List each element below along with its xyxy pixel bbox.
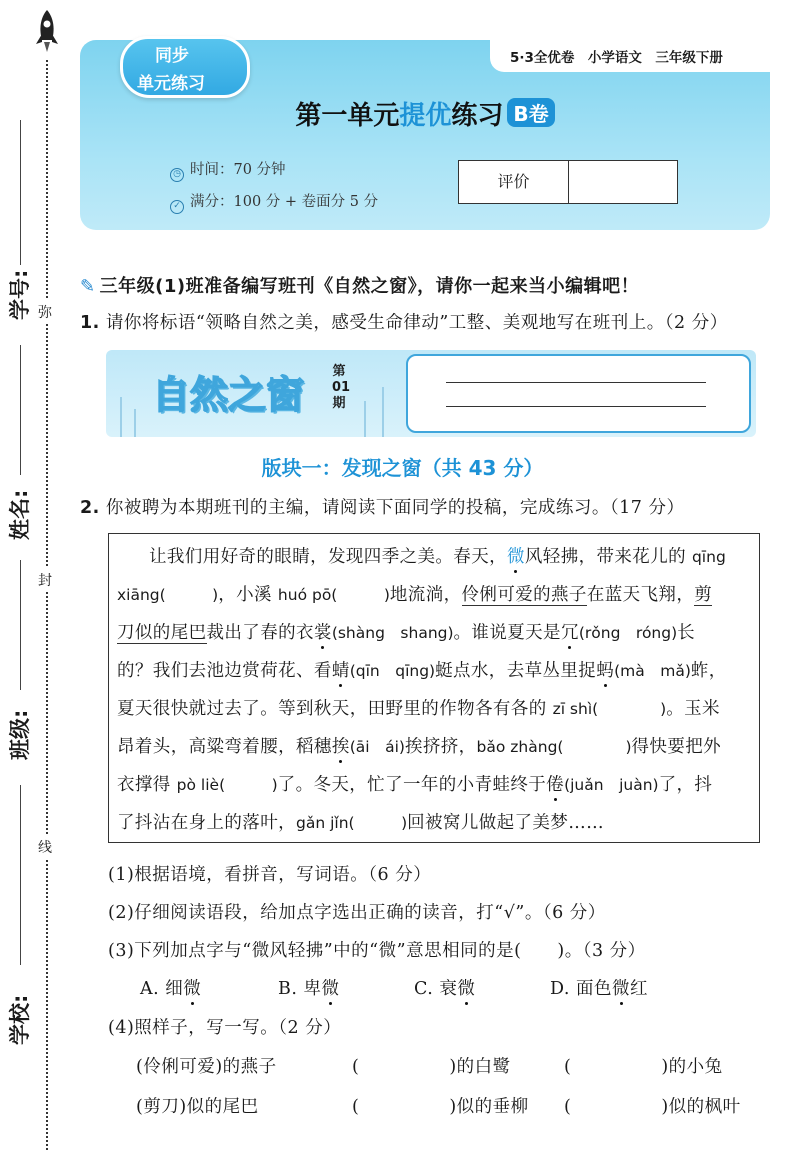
question-number: 2.: [80, 498, 100, 518]
intro: [80, 272, 639, 298]
example-row-1-item-3[interactable]: ( )的小兔: [564, 1057, 723, 1077]
tree-decoration: [120, 397, 122, 437]
check-icon: ✓: [170, 200, 184, 214]
question-1: [80, 309, 728, 334]
magazine-banner: [106, 350, 756, 437]
option-a[interactable]: A. 细微: [140, 979, 202, 999]
cut-mark: 线: [38, 835, 52, 859]
title-tag: B卷: [507, 98, 554, 127]
question-text: 你被聘为本期班刊的主编，请阅读下面同学的投稿，完成练习。（17 分）: [105, 498, 685, 518]
field-line: [20, 120, 21, 265]
rocket-icon: [34, 8, 60, 54]
tree-decoration: [134, 409, 136, 437]
clock-icon: ◷: [170, 168, 184, 182]
tree-decoration: [382, 387, 384, 437]
passage-box: [108, 533, 760, 843]
example-row-2-item-2[interactable]: ( )似的垂柳: [352, 1097, 529, 1117]
unit-badge: [120, 36, 250, 98]
example-row-2-item-3[interactable]: ( )似的枫叶: [564, 1097, 741, 1117]
badge-line1: 同步: [155, 46, 189, 66]
badge-line2: 单元练习: [137, 74, 205, 94]
field-school: 学校:: [8, 994, 32, 1045]
series-label: 5·3全优卷 小学语文 三年级下册: [510, 50, 723, 66]
passage-line: 了抖沾在身上的落叶，gǎn jǐn( )回被窝儿做起了美梦……: [117, 813, 605, 833]
question-text: 请你将标语“领略自然之美，感受生命律动”工整、美观地写在班刊上。（2 分）: [105, 313, 728, 333]
passage-line: xiāng( )，小溪 huó pō( )地流淌，伶俐可爱的燕子在蓝天飞翔，剪: [117, 585, 713, 605]
example-row-1-item-1: (伶俐可爱)的燕子: [136, 1057, 277, 1077]
passage-line: 让我们用好奇的眼睛，发现四季之美。春天，微风轻拂，带来花儿的 qīng: [149, 547, 726, 567]
field-student-id: 学号:: [8, 269, 32, 320]
writing-area[interactable]: [406, 354, 751, 433]
cut-mark: 弥: [38, 300, 52, 324]
title-part: 第一单元: [295, 101, 400, 131]
banner-issue: [332, 364, 351, 412]
evaluation-field[interactable]: [569, 161, 677, 203]
field-line: [20, 560, 21, 690]
example-row-2-item-1: (剪刀)似的尾巴: [136, 1097, 259, 1117]
sub-question-3: (3)下列加点字与“微风轻拂”中的“微”意思相同的是( )。（3 分）: [108, 941, 646, 961]
evaluation-box: [458, 160, 678, 204]
section-title: 版块一：发现之窗（共 43 分）: [261, 456, 544, 480]
header-band: [80, 40, 770, 230]
time-info: [170, 158, 286, 182]
cut-mark: 封: [38, 568, 52, 592]
issue-char: 01: [332, 380, 351, 395]
pencil-icon: ✎: [80, 276, 96, 297]
page-title: [80, 95, 770, 132]
field-line: [20, 785, 21, 965]
option-c[interactable]: C. 衰微: [414, 979, 476, 999]
passage-line: 昂着头，高粱弯着腰，稻穗挨(āi ái)挨挤挤，bǎo zhàng( )得快要把外: [117, 737, 722, 757]
evaluation-label: 评价: [459, 161, 569, 203]
passage-line: 夏天很快就过去了。等到秋天，田野里的作物各有各的 zī shì( )。玉米: [117, 699, 720, 719]
title-part: 练习: [451, 101, 504, 131]
writing-line: [446, 382, 706, 383]
question-2: [80, 494, 685, 519]
passage-line: 衣撑得 pò liè( )了。冬天，忙了一年的小青蛙终于倦(juǎn juàn)了，抖: [117, 775, 713, 795]
score-info: [170, 190, 378, 214]
banner-title: 自然之窗: [152, 373, 305, 417]
binding-margin: [0, 0, 70, 1161]
passage-line: 的？我们去池边赏荷花、看蜻(qīn qīng)蜓点水，去草丛里捉蚂(mà mǎ)蚱，: [117, 661, 727, 681]
question-number: 1.: [80, 313, 100, 333]
issue-char: 期: [332, 396, 346, 411]
issue-char: 第: [332, 364, 346, 379]
example-row-1-item-2[interactable]: ( )的白鹭: [352, 1057, 511, 1077]
writing-line: [446, 406, 706, 407]
cut-line: [46, 60, 48, 1150]
field-class: 班级:: [8, 709, 32, 760]
sub-question-1: (1)根据语境，看拼音，写词语。（6 分）: [108, 865, 432, 885]
sub-question-4: (4)照样子，写一写。（2 分）: [108, 1018, 342, 1038]
intro-text: 三年级(1)班准备编写班刊《自然之窗》，请你一起来当小编辑吧！: [99, 276, 640, 297]
passage-line: 刀似的尾巴裁出了春的衣裳(shàng shang)。谁说夏天是冗(rǒng róng)长: [117, 623, 696, 643]
title-highlight: 提优: [399, 101, 452, 131]
score-text: 满分：100 分 + 卷面分 5 分: [190, 194, 379, 210]
option-d[interactable]: D. 面色微红: [550, 979, 649, 999]
time-text: 时间：70 分钟: [190, 162, 286, 178]
field-name: 姓名:: [8, 489, 32, 540]
tree-decoration: [364, 401, 366, 437]
sub-question-2: (2)仔细阅读语段，给加点字选出正确的读音，打“√”。（6 分）: [108, 903, 606, 923]
option-b[interactable]: B. 卑微: [278, 979, 340, 999]
